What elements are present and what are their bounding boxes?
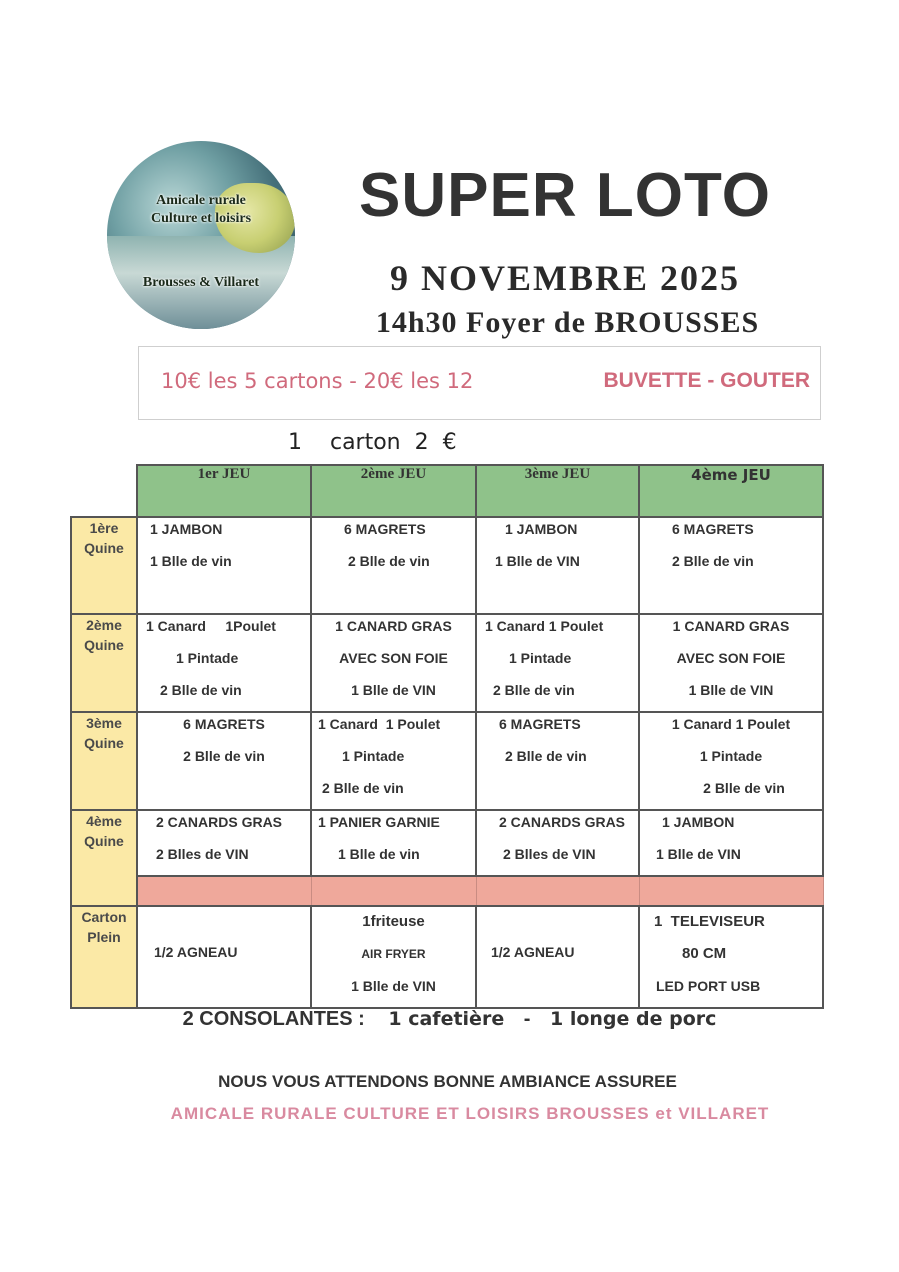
prize-line: 1 Pintade [509,650,572,666]
prize-line: AIR FRYER [361,947,426,961]
quine-label-line: Plein [87,929,121,945]
prize-line: 6 MAGRETS [672,521,754,537]
prize-line: 1 Canard 1 Poulet [318,716,441,732]
prize-cell [311,810,476,876]
game-header-1: 1er JEU [137,465,311,517]
prize-line: 1 JAMBON [150,521,223,537]
carton-plein-row [71,906,823,1008]
association-logo [107,141,295,329]
prize-cell [639,810,823,876]
prize-cell [476,517,639,614]
quine-label-line: 1ère [89,520,119,536]
quine-label-line: Quine [84,637,124,653]
prize-line: 2 Blle de vin [493,682,575,698]
consolantes-label: 2 CONSOLANTES : [182,1008,365,1030]
prize-line: 1 JAMBON [505,521,578,537]
prize-line: 1 Blle de VIN [656,846,741,862]
prize-line: 1 CANARD GRAS [335,618,452,634]
prize-line: 1 Blle de VIN [351,978,436,994]
prize-cell [476,906,639,1008]
table-corner [71,465,137,517]
quine-label [71,810,137,906]
table-row [71,810,823,876]
separator-row [71,876,823,906]
welcome-message: NOUS VOUS ATTENDONS BONNE AMBIANCE ASSUREE [218,1072,677,1091]
game-header-2: 2ème JEU [311,465,476,517]
quine-label-line: Carton [81,909,127,925]
prize-line: 2 Blle de vin [348,553,430,569]
prize-line: 2 CANARDS GRAS [499,814,626,830]
prize-line: 1 Blle de vin [150,553,232,569]
prize-line: 1 Pintade [176,650,239,666]
prize-line: 2 Blle de vin [183,748,265,764]
organizer-name: AMICALE RURALE CULTURE ET LOISIRS BROUSSES et VILLARET [170,1104,770,1123]
table-row [71,517,823,614]
single-card-price: 1 carton 2 € [288,430,457,455]
prize-line: 1 JAMBON [662,814,735,830]
prize-cell [639,517,823,614]
card-prices: 10€ les 5 cartons - 20€ les 12 [161,369,474,393]
prize-line: 1 CANARD GRAS [672,618,790,634]
event-venue: 14h30 Foyer de BROUSSES [375,306,760,339]
prize-line: 80 CM [682,945,727,962]
quine-label [71,517,137,614]
prize-cell [311,712,476,810]
prize-line: 6 MAGRETS [183,716,265,732]
prize-line: 1/2 AGNEAU [154,944,238,960]
separator-band [476,876,639,906]
prize-cell [476,614,639,712]
event-date: 9 NOVEMBRE 2025 [389,258,740,298]
prize-table [70,464,824,1009]
quine-label [71,614,137,712]
prize-cell [476,810,639,876]
pricing-box [138,346,821,420]
prize-cell [639,906,823,1008]
quine-label-line: 4ème [86,813,122,829]
prize-cell [311,906,476,1008]
buvette-label: BUVETTE - GOUTER [603,369,810,392]
prize-cell [137,517,311,614]
quine-label-line: Quine [84,735,124,751]
prize-line: 2 Blle de vin [672,553,754,569]
prize-cell [137,810,311,876]
prize-line: 2 Blle de vin [160,682,242,698]
table-row [71,712,823,810]
prize-cell [311,614,476,712]
prize-cell [639,614,823,712]
prize-cell [476,712,639,810]
prize-line: 1 Blle de VIN [688,682,774,698]
prize-cell [311,517,476,614]
prize-cell [137,614,311,712]
consolante-prize-1: 1 cafetière [388,1008,505,1030]
prize-line: 2 Blles de VIN [503,846,596,862]
prize-line: 6 MAGRETS [499,716,581,732]
prize-line: 2 CANARDS GRAS [156,814,283,830]
quine-label [71,712,137,810]
prize-line: 1 TELEVISEUR [654,913,765,930]
poster-title: SUPER LOTO [359,161,771,230]
prize-line: LED PORT USB [656,978,761,994]
table-row [71,614,823,712]
prize-line: 2 Blles de VIN [156,846,249,862]
prize-cell [137,906,311,1008]
prize-line: 1 Canard 1 Poulet [671,716,791,732]
carton-plein-label [71,906,137,1008]
prize-line: 1 Blle de vin [338,846,420,862]
separator-band [137,876,311,906]
prize-line: 6 MAGRETS [344,521,426,537]
prize-cell [137,712,311,810]
logo-text-line1: Amicale rurale [156,193,246,208]
consolante-prize-2: 1 longe de porc [550,1008,717,1030]
prize-line: 1 PANIER GARNIE [318,814,440,830]
prize-line: 1 Canard 1Poulet [146,618,276,634]
consolante-separator: - [523,1008,531,1030]
prize-line: 1/2 AGNEAU [491,944,575,960]
prize-line: 1 Blle de VIN [351,682,436,698]
separator-band [639,876,823,906]
prize-line: 1 Pintade [342,748,405,764]
game-header-4: 4ème JEU [639,465,823,517]
prize-line: 2 Blle de vin [505,748,587,764]
game-header-3: 3ème JEU [476,465,639,517]
quine-label-line: 3ème [86,715,122,731]
prize-line: 1 Pintade [699,748,763,764]
prize-line: 1 Canard 1 Poulet [485,618,604,634]
prize-line: AVEC SON FOIE [676,650,786,666]
quine-label-line: Quine [84,540,124,556]
prize-line: 2 Blle de vin [322,780,404,796]
prize-line: AVEC SON FOIE [339,650,448,666]
consolation-prizes [0,1008,899,1031]
quine-label-line: 2ème [86,617,122,633]
prize-line: 1 Blle de VIN [495,553,580,569]
logo-text-line2: Culture et loisirs [150,211,252,226]
prize-line: 2 Blle de vin [703,780,785,796]
prize-line: 1friteuse [362,913,425,930]
separator-band [311,876,476,906]
quine-label-line: Quine [84,833,124,849]
logo-text-line3: Brousses & Villaret [142,275,260,290]
table-header-row [71,465,823,517]
prize-cell [639,712,823,810]
